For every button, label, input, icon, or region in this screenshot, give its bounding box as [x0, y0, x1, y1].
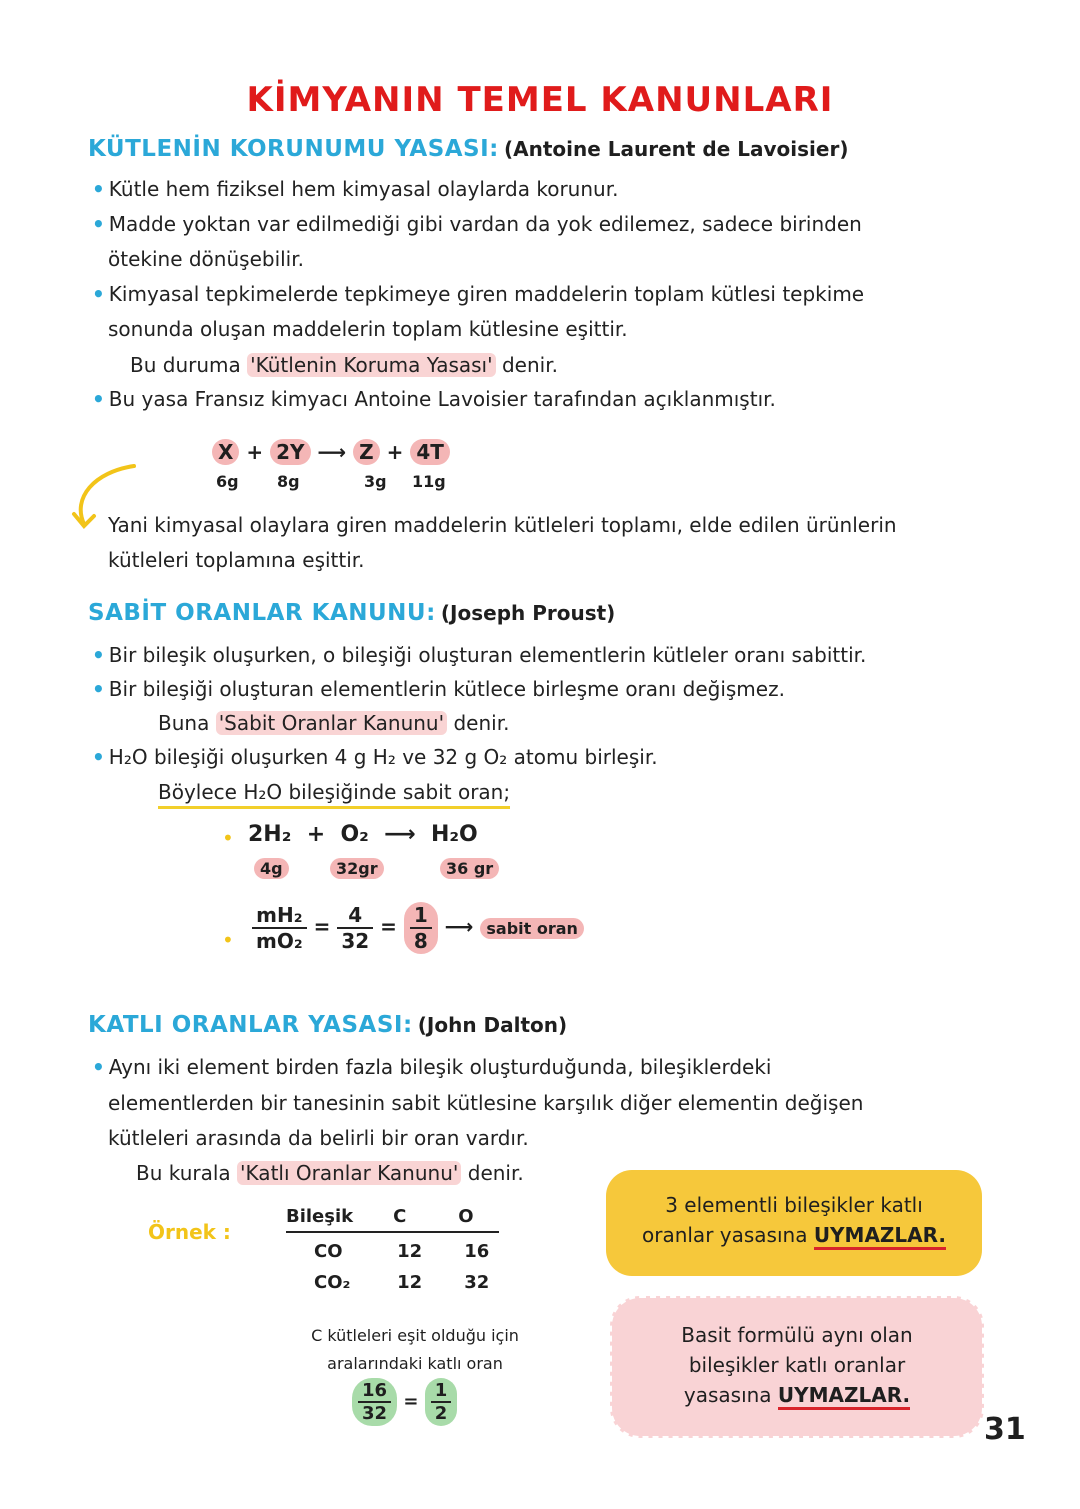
law2-bullet-3-text: H₂O bileşiği oluşurken 4 g H₂ ve 32 g O₂ atomu birleşir. — [108, 745, 658, 769]
table-header-c: C — [367, 1206, 448, 1232]
eq2-mass-h2o: 36 gr — [440, 858, 499, 879]
example-expl-2: aralarındaki katlı oran — [327, 1354, 503, 1373]
ratio-label: sabit oran — [480, 918, 584, 939]
law3-bullet-1-text-a: Aynı iki element birden fazla bileşik oluşturduğunda, bileşiklerdeki — [108, 1055, 772, 1079]
eq2-o2: O₂ — [340, 822, 369, 847]
law1-bullet-2-cont: ötekine dönüşebilir. — [108, 247, 304, 271]
table-cell: CO — [314, 1241, 343, 1262]
frac-d1: 32 — [362, 1403, 388, 1424]
note-box-yellow — [606, 1170, 982, 1276]
law2-bullet-4-text: Böylece H₂O bileşiğinde sabit oran; — [158, 780, 510, 809]
eq-plus-1: + — [246, 440, 264, 464]
law2-note-post: denir. — [453, 711, 510, 735]
law1-equation — [212, 440, 450, 464]
table-cell: 12 — [397, 1272, 423, 1293]
law3-note — [136, 1156, 524, 1190]
ratio-eq-1: = — [313, 914, 331, 939]
ratio-den-label: mO₂ — [256, 929, 303, 953]
example-table — [286, 1206, 499, 1297]
law1-bullet-2: • Madde yoktan var edilmediği gibi vardan da yok edilemez, sadece birinden — [92, 212, 862, 236]
ratio-mass-fraction — [252, 903, 307, 953]
ratio-num-label: mH₂ — [252, 903, 307, 929]
box2-line-3: yasasına — [683, 1383, 772, 1407]
law2-ratio — [252, 902, 584, 954]
law1-note-pre: Bu duruma — [130, 353, 241, 377]
eq2-arrow-icon: ⟶ — [384, 822, 416, 847]
law1-bullet-3: • Kimyasal tepkimelerde tepkimeye giren maddelerin toplam kütlesi tepkime — [92, 282, 865, 306]
table-row — [286, 1266, 499, 1297]
law1-bullet-4: • Bu yasa Fransız kimyacı Antoine Lavoisier tarafından açıklanmıştır. — [92, 387, 776, 411]
law2-equation — [248, 822, 478, 847]
law3-heading: KATLI ORANLAR YASASI: — [88, 1012, 413, 1038]
law3-note-post: denir. — [467, 1161, 524, 1185]
law3-note-pre: Bu kurala — [136, 1161, 231, 1185]
box2-line-2: bileşikler katlı oranlar — [688, 1353, 906, 1377]
ratio-result-fraction — [404, 902, 438, 954]
law1-bullet-1-text: Kütle hem fiziksel hem kimyasal olaylarda korunur. — [108, 177, 619, 201]
table-header-o: O — [448, 1206, 499, 1232]
table-cell: 16 — [464, 1241, 490, 1262]
example-frac-left — [352, 1378, 397, 1426]
law3-note-highlight: 'Katlı Oranlar Kanunu' — [237, 1161, 461, 1185]
law1-note — [130, 348, 558, 382]
eq-mass-x: 6g — [216, 472, 239, 491]
law1-scientist: (Antoine Laurent de Lavoisier) — [503, 137, 849, 161]
law1-conclusion-1: Yani kimyasal olaylara giren maddelerin kütleleri toplamı, elde edilen ürünlerin — [108, 513, 897, 537]
eq-z: Z — [353, 439, 380, 465]
law1-bullet-1: • Kütle hem fiziksel hem kimyasal olaylarda korunur. — [92, 177, 619, 201]
dot-icon: • — [222, 826, 234, 850]
law3-scientist: (John Dalton) — [417, 1013, 568, 1037]
eq2-plus: + — [306, 822, 326, 847]
law2-note-pre: Buna — [158, 711, 210, 735]
eq2-h2: 2H₂ — [248, 822, 292, 847]
table-header-row — [286, 1206, 499, 1232]
example-explanation — [280, 1322, 550, 1378]
eq-mass-z: 3g — [364, 472, 387, 491]
table-cell: 32 — [464, 1272, 490, 1293]
frac-d2: 2 — [434, 1403, 448, 1424]
frac-eq: = — [403, 1391, 419, 1412]
eq-y: 2Y — [270, 439, 310, 465]
example-label: Örnek : — [148, 1220, 231, 1244]
law2-note — [158, 706, 509, 740]
frac-n2: 1 — [431, 1380, 452, 1403]
law3-bullet-1: • Aynı iki element birden fazla bileşik oluşturduğunda, bileşiklerdeki — [92, 1055, 772, 1079]
example-expl-1: C kütleleri eşit olduğu için — [311, 1326, 519, 1345]
page-number: 31 — [984, 1412, 1026, 1447]
box1-emphasis: UYMAZLAR. — [814, 1223, 946, 1250]
law2-header — [88, 600, 615, 626]
example-fraction — [352, 1378, 457, 1426]
ratio-value-fraction — [337, 903, 373, 953]
law2-scientist: (Joseph Proust) — [440, 601, 616, 625]
ratio-arrow-icon: ⟶ — [444, 914, 474, 939]
box2-emphasis: UYMAZLAR. — [778, 1383, 910, 1410]
law1-header — [88, 136, 848, 162]
eq-plus-2: + — [386, 440, 404, 464]
table-cell: 12 — [397, 1241, 423, 1262]
law1-conclusion-2: kütleleri toplamına eşittir. — [108, 548, 365, 572]
ratio-den: 32 — [341, 929, 370, 953]
law2-bullet-1: • Bir bileşik oluşurken, o bileşiği oluşturan elementlerin kütleler oranı sabittir. — [92, 643, 867, 667]
law1-bullet-3-cont: sonunda oluşan maddelerin toplam kütlesine eşittir. — [108, 317, 628, 341]
law1-note-post: denir. — [501, 353, 558, 377]
box1-line-2: oranlar yasasına — [641, 1223, 808, 1247]
law2-bullet-3: • H₂O bileşiği oluşurken 4 g H₂ ve 32 g O₂ atomu birleşir. — [92, 745, 658, 769]
table-row — [286, 1232, 499, 1266]
eq2-mass-o2: 32gr — [330, 858, 384, 879]
ratio-num: 4 — [337, 903, 373, 929]
law1-bullet-3-text-a: Kimyasal tepkimelerde tepkimeye giren maddelerin toplam kütlesi tepkime — [108, 282, 865, 306]
eq-t: 4T — [410, 439, 450, 465]
note-box-pink — [610, 1296, 984, 1438]
eq2-h2o: H₂O — [431, 822, 478, 847]
eq-x: X — [212, 439, 239, 465]
box2-line-1: Basit formülü aynı olan — [681, 1323, 913, 1347]
law3-bullet-1-cont-b: elementlerden bir tanesinin sabit kütlesine karşılık diğer elementin değişen — [108, 1091, 864, 1115]
law2-note-highlight: 'Sabit Oranlar Kanunu' — [216, 711, 447, 735]
law2-bullet-4 — [158, 775, 510, 809]
eq2-mass-h2: 4g — [254, 858, 289, 879]
law1-bullet-4-text: Bu yasa Fransız kimyacı Antoine Lavoisier tarafından açıklanmıştır. — [108, 387, 776, 411]
law3-header — [88, 1012, 567, 1038]
dot-icon-2: • — [222, 928, 234, 952]
table-cell: CO₂ — [314, 1272, 351, 1293]
law2-bullet-1-text: Bir bileşik oluşurken, o bileşiği oluşturan elementlerin kütleler oranı sabittir. — [108, 643, 867, 667]
law2-heading: SABİT ORANLAR KANUNU: — [88, 600, 436, 626]
eq-arrow-icon: ⟶ — [317, 440, 347, 464]
page-title: KİMYANIN TEMEL KANUNLARI — [246, 80, 834, 120]
law2-bullet-2-text: Bir bileşiği oluşturan elementlerin kütlece birleşme oranı değişmez. — [108, 677, 785, 701]
eq-mass-t: 11g — [412, 472, 446, 491]
box1-line-1: 3 elementli bileşikler katlı — [665, 1193, 923, 1217]
law2-bullet-2: • Bir bileşiği oluşturan elementlerin kütlece birleşme oranı değişmez. — [92, 677, 785, 701]
law3-bullet-1-cont-c: kütleleri arasında da belirli bir oran vardır. — [108, 1126, 529, 1150]
ratio-res-den: 8 — [413, 929, 428, 953]
eq-mass-y: 8g — [277, 472, 300, 491]
example-frac-right — [425, 1378, 458, 1426]
ratio-res-num: 1 — [410, 903, 432, 929]
law1-heading: KÜTLENİN KORUNUMU YASASI: — [88, 136, 499, 162]
table-header-compound: Bileşik — [286, 1206, 367, 1232]
law1-note-highlight: 'Kütlenin Koruma Yasası' — [247, 353, 495, 377]
law1-bullet-2-text-a: Madde yoktan var edilmediği gibi vardan da yok edilemez, sadece birinden — [108, 212, 862, 236]
frac-n1: 16 — [358, 1380, 391, 1403]
ratio-eq-2: = — [380, 914, 397, 939]
